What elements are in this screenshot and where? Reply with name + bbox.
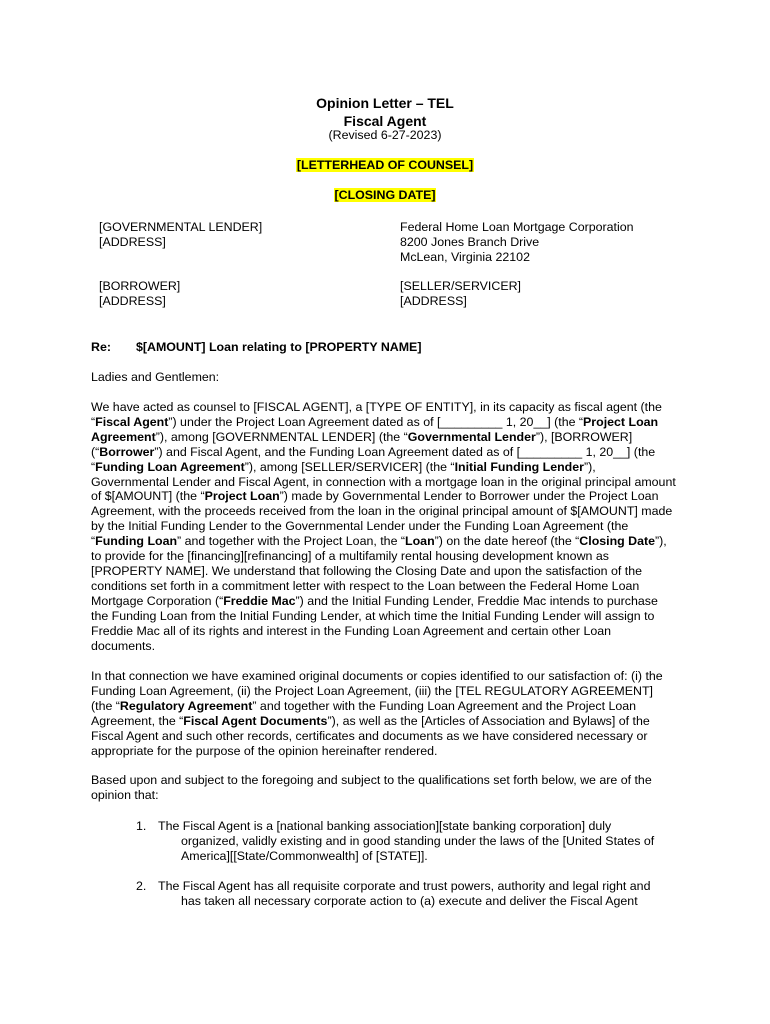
opinion-number: 1. xyxy=(136,819,147,833)
document-title xyxy=(0,94,770,130)
address-governmental-lender: [GOVERNMENTAL LENDER] [ADDRESS] xyxy=(99,220,263,249)
title-line-2: Fiscal Agent xyxy=(343,113,427,129)
address-freddie-mac: Federal Home Loan Mortgage Corporation 8200 Jones Branch Drive McLean, Virginia 22102 xyxy=(400,220,634,264)
opinion-text: The Fiscal Agent is a [national banking association][state banking corporation] duly organized, validly existing and in good standing under the laws of the [United States of America][[State/Commonwealth] of [STATE]]. xyxy=(158,819,655,863)
opinion-item-1 xyxy=(91,819,676,864)
opinion-number: 2. xyxy=(136,879,147,893)
re-subject: $[AMOUNT] Loan relating to [PROPERTY NAME] xyxy=(136,340,422,354)
letterhead-placeholder xyxy=(0,158,770,173)
opinion-text: The Fiscal Agent has all requisite corporate and trust powers, authority and legal right and has taken all necessary corporate action to (a) execute and deliver the Fiscal Agent xyxy=(158,879,651,908)
re-line xyxy=(91,340,421,355)
paragraph-opinion-intro: Based upon and subject to the foregoing and subject to the qualifications set forth below, we are of the opinion that: xyxy=(91,773,652,802)
revision-date: (Revised 6-27-2023) xyxy=(328,128,442,142)
title-line-1: Opinion Letter – TEL xyxy=(316,95,454,111)
address-seller-servicer: [SELLER/SERVICER] [ADDRESS] xyxy=(400,279,521,308)
closing-date-text: [CLOSING DATE] xyxy=(334,188,436,202)
closing-date-placeholder xyxy=(0,188,770,203)
opinion-item-2 xyxy=(91,879,676,909)
letterhead-text: [LETTERHEAD OF COUNSEL] xyxy=(296,158,474,172)
salutation: Ladies and Gentlemen: xyxy=(91,370,220,384)
re-label: Re: xyxy=(91,340,111,354)
paragraph-documents-examined: In that connection we have examined original documents or copies identified to our satisfaction of: (i) the Funding Loan Agreement, (ii) the Project Loan Agreement, (iii) the [TEL REGULATORY AGREEMENT] (the “Regulatory Agreement” and together with the Funding Loan Agreement and the Project Loan Agreement, the “Fiscal Agent Documents”), as well as the [Articles of Association and Bylaws] of the Fiscal Agent and such other records, certificates and documents as we have considered necessary or appropriate for the purpose of the opinion hereinafter rendered. xyxy=(91,669,663,758)
address-borrower: [BORROWER] [ADDRESS] xyxy=(99,279,181,308)
paragraph-engagement: We have acted as counsel to [FISCAL AGENT], a [TYPE OF ENTITY], in its capacity as fiscal agent (the “Fiscal Agent”) under the Project Loan Agreement dated as of [_________ 1, 20__] (the “Project Loan Agreement”), among [GOVERNMENTAL LENDER] (the “Governmental Lender”), [BORROWER] (“Borrower”) and Fiscal Agent, and the Funding Loan Agreement dated as of [_________ 1, 20__] (the “Funding Loan Agreement”), among [SELLER/SERVICER] (the “Initial Funding Lender”), Governmental Lender and Fiscal Agent, in connection with a mortgage loan in the original principal amount of $[AMOUNT] (the “Project Loan”) made by Governmental Lender to Borrower under the Project Loan Agreement, with the proceeds received from the loan in the original principal amount of $[AMOUNT] made by the Initial Funding Lender to the Governmental Lender under the Funding Loan Agreement (the “Funding Loan” and together with the Project Loan, the “Loan”) on the date hereof (the “Closing Date”), to provide for the [financing][refinancing] of a multifamily rental housing development known as [PROPERTY NAME]. We understand that following the Closing Date and upon the satisfaction of the conditions set forth in a commitment letter with respect to the Loan between the Federal Home Loan Mortgage Corporation (“Freddie Mac”) and the Initial Funding Lender, Freddie Mac intends to purchase the Funding Loan from the Initial Funding Lender, at which time the Initial Funding Lender will assign to Freddie Mac all of its rights and interest in the Funding Loan Agreement and certain other Loan documents. xyxy=(91,400,676,653)
